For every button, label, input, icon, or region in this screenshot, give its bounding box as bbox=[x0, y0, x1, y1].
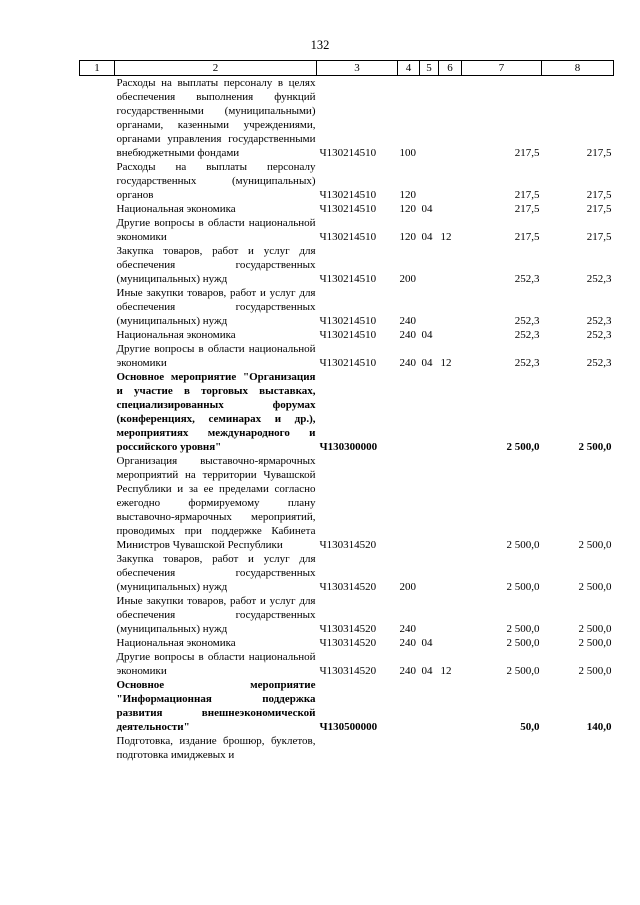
cell-code bbox=[317, 734, 398, 762]
header-col-5: 5 bbox=[420, 61, 439, 76]
cell-code: Ч130214510 bbox=[319, 315, 377, 327]
header-col-4: 4 bbox=[398, 61, 420, 76]
cell-amount-8: 2 500,0 bbox=[578, 623, 612, 635]
cell-code: Ч130214510 bbox=[319, 273, 377, 285]
header-col-3: 3 bbox=[317, 61, 398, 76]
cell-col-1 bbox=[80, 454, 115, 552]
cell-col-1 bbox=[80, 286, 115, 328]
table-row bbox=[80, 734, 614, 762]
cell-col-5: 04 bbox=[421, 665, 433, 677]
table-row bbox=[80, 454, 614, 552]
cell-col-1 bbox=[80, 328, 115, 342]
cell-col-5 bbox=[420, 678, 439, 734]
cell-col-1 bbox=[80, 552, 115, 594]
cell-amount-8 bbox=[542, 734, 614, 762]
table-row bbox=[80, 160, 614, 202]
table-row bbox=[80, 76, 614, 161]
cell-col-5: 04 bbox=[421, 637, 433, 649]
cell-col-5 bbox=[420, 734, 439, 762]
cell-col-1 bbox=[80, 594, 115, 636]
cell-col-1 bbox=[80, 244, 115, 286]
cell-amount-7: 217,5 bbox=[514, 189, 540, 201]
table-row bbox=[80, 594, 614, 636]
header-col-6: 6 bbox=[439, 61, 462, 76]
cell-col-5: 04 bbox=[421, 203, 433, 215]
cell-amount-7: 2 500,0 bbox=[506, 441, 540, 453]
cell-col-4: 200 bbox=[399, 273, 416, 285]
cell-col-4: 100 bbox=[399, 147, 416, 159]
table-row bbox=[80, 650, 614, 678]
cell-code: Ч130314520 bbox=[319, 539, 377, 551]
cell-amount-8: 140,0 bbox=[586, 721, 612, 733]
cell-col-6 bbox=[439, 328, 462, 342]
table-row bbox=[80, 342, 614, 370]
table-row bbox=[80, 678, 614, 734]
cell-col-1 bbox=[80, 734, 115, 762]
cell-col-6 bbox=[439, 552, 462, 594]
cell-col-4: 120 bbox=[399, 189, 416, 201]
header-col-8: 8 bbox=[542, 61, 614, 76]
cell-col-5 bbox=[420, 594, 439, 636]
cell-col-5 bbox=[420, 244, 439, 286]
table-row bbox=[80, 216, 614, 244]
page-number: 132 bbox=[310, 38, 330, 52]
cell-amount-7: 2 500,0 bbox=[506, 623, 540, 635]
cell-amount-7: 217,5 bbox=[514, 231, 540, 243]
header-col-2: 2 bbox=[115, 61, 317, 76]
table-body bbox=[80, 76, 614, 763]
table-row bbox=[80, 370, 614, 454]
cell-col-6 bbox=[439, 678, 462, 734]
cell-col-1 bbox=[80, 636, 115, 650]
cell-name: Другие вопросы в области национальной экономики bbox=[116, 217, 316, 243]
cell-col-4 bbox=[398, 454, 420, 552]
cell-amount-7 bbox=[462, 734, 542, 762]
cell-col-6 bbox=[439, 202, 462, 216]
cell-amount-8: 252,3 bbox=[586, 329, 612, 341]
cell-col-1 bbox=[80, 160, 115, 202]
cell-col-6 bbox=[439, 636, 462, 650]
cell-name: Подготовка, издание брошюр, буклетов, подготовка имиджевых и bbox=[116, 735, 316, 761]
cell-amount-8: 2 500,0 bbox=[578, 441, 612, 453]
cell-col-4: 240 bbox=[399, 637, 416, 649]
cell-col-6 bbox=[439, 286, 462, 328]
cell-amount-8: 217,5 bbox=[586, 203, 612, 215]
cell-col-5 bbox=[420, 76, 439, 161]
table-row bbox=[80, 636, 614, 650]
cell-col-4 bbox=[398, 678, 420, 734]
cell-amount-8: 2 500,0 bbox=[578, 539, 612, 551]
cell-code: Ч130314520 bbox=[319, 623, 377, 635]
cell-amount-7: 2 500,0 bbox=[506, 581, 540, 593]
cell-name: Закупка товаров, работ и услуг для обеспечения государственных (муниципальных) нужд bbox=[116, 553, 316, 593]
budget-table bbox=[79, 60, 614, 762]
cell-code: Ч130300000 bbox=[319, 441, 378, 453]
cell-name: Расходы на выплаты персоналу государственных (муниципальных) органов bbox=[116, 161, 316, 201]
cell-col-4: 240 bbox=[399, 315, 416, 327]
cell-col-1 bbox=[80, 342, 115, 370]
cell-col-6 bbox=[439, 76, 462, 161]
table-row bbox=[80, 202, 614, 216]
cell-col-6: 12 bbox=[440, 357, 452, 369]
cell-col-1 bbox=[80, 202, 115, 216]
cell-amount-7: 2 500,0 bbox=[506, 637, 540, 649]
cell-col-4: 120 bbox=[399, 231, 416, 243]
cell-amount-7: 217,5 bbox=[514, 203, 540, 215]
table-row bbox=[80, 244, 614, 286]
cell-amount-7: 252,3 bbox=[514, 315, 540, 327]
cell-code: Ч130314520 bbox=[319, 637, 377, 649]
cell-col-4: 240 bbox=[399, 623, 416, 635]
cell-amount-8: 252,3 bbox=[586, 273, 612, 285]
cell-name: Иные закупки товаров, работ и услуг для обеспечения государственных (муниципальных) нужд bbox=[116, 595, 316, 635]
cell-col-1 bbox=[80, 678, 115, 734]
cell-col-5 bbox=[420, 370, 439, 454]
table-row bbox=[80, 328, 614, 342]
cell-name: Иные закупки товаров, работ и услуг для обеспечения государственных (муниципальных) нужд bbox=[116, 287, 316, 327]
cell-col-6 bbox=[439, 244, 462, 286]
cell-name: Национальная экономика bbox=[116, 203, 236, 215]
cell-amount-7: 252,3 bbox=[514, 273, 540, 285]
cell-col-5 bbox=[420, 552, 439, 594]
cell-amount-8: 252,3 bbox=[586, 315, 612, 327]
cell-code: Ч130214510 bbox=[319, 329, 377, 341]
cell-col-6 bbox=[439, 454, 462, 552]
cell-col-4 bbox=[398, 734, 420, 762]
cell-code: Ч130314520 bbox=[319, 665, 377, 677]
cell-col-6 bbox=[439, 734, 462, 762]
cell-name: Организация выставочно-ярмарочных мероприятий на территории Чувашской Республики и за ее пределами согласно ежегодно формируемому плану выставочно-ярмарочных мероприятий, проводимых при поддержке Кабинета Министров Чувашской Республики bbox=[116, 455, 316, 551]
cell-amount-7: 50,0 bbox=[520, 721, 540, 733]
cell-name: Другие вопросы в области национальной экономики bbox=[116, 651, 316, 677]
cell-amount-8: 2 500,0 bbox=[578, 665, 612, 677]
cell-amount-8: 2 500,0 bbox=[578, 581, 612, 593]
cell-col-6: 12 bbox=[440, 665, 452, 677]
cell-name: Национальная экономика bbox=[116, 329, 236, 341]
table-header bbox=[80, 61, 614, 76]
cell-col-6 bbox=[439, 370, 462, 454]
cell-code: Ч130500000 bbox=[319, 721, 378, 733]
cell-col-6 bbox=[439, 594, 462, 636]
cell-name: Основное мероприятие "Информационная поддержка развития внешнеэкономической деятельности" bbox=[116, 679, 316, 733]
cell-amount-7: 2 500,0 bbox=[506, 539, 540, 551]
cell-col-4 bbox=[398, 370, 420, 454]
cell-col-5 bbox=[420, 160, 439, 202]
cell-col-4: 200 bbox=[399, 581, 416, 593]
cell-amount-8: 2 500,0 bbox=[578, 637, 612, 649]
cell-col-6 bbox=[439, 160, 462, 202]
cell-code: Ч130214510 bbox=[319, 357, 377, 369]
cell-name: Закупка товаров, работ и услуг для обеспечения государственных (муниципальных) нужд bbox=[116, 245, 316, 285]
cell-name: Национальная экономика bbox=[116, 637, 236, 649]
header-col-1: 1 bbox=[80, 61, 115, 76]
cell-code: Ч130214510 bbox=[319, 189, 377, 201]
cell-col-5 bbox=[420, 454, 439, 552]
table-row bbox=[80, 552, 614, 594]
cell-col-6: 12 bbox=[440, 231, 452, 243]
cell-col-1 bbox=[80, 216, 115, 244]
cell-col-4: 240 bbox=[399, 357, 416, 369]
cell-amount-7: 252,3 bbox=[514, 357, 540, 369]
cell-name: Основное мероприятие "Организация и участие в торговых выставках, специализированных форумах (конференциях, семинарах и др.), мероприятиях международного и российского уровня" bbox=[116, 371, 316, 453]
cell-amount-8: 217,5 bbox=[586, 189, 612, 201]
cell-col-4: 240 bbox=[399, 665, 416, 677]
cell-col-1 bbox=[80, 370, 115, 454]
cell-amount-8: 217,5 bbox=[586, 147, 612, 159]
cell-col-1 bbox=[80, 650, 115, 678]
cell-amount-7: 2 500,0 bbox=[506, 665, 540, 677]
cell-name: Расходы на выплаты персоналу в целях обеспечения выполнения функций государственными (муниципальными) органами, казенными учреждениями, органами управления государственными внебюджетными фондами bbox=[116, 77, 316, 159]
cell-code: Ч130214510 bbox=[319, 231, 377, 243]
header-col-7: 7 bbox=[462, 61, 542, 76]
cell-col-5: 04 bbox=[421, 231, 433, 243]
cell-name: Другие вопросы в области национальной экономики bbox=[116, 343, 316, 369]
cell-amount-8: 217,5 bbox=[586, 231, 612, 243]
cell-col-4: 240 bbox=[399, 329, 416, 341]
cell-code: Ч130214510 bbox=[319, 203, 377, 215]
cell-col-5 bbox=[420, 286, 439, 328]
cell-amount-7: 217,5 bbox=[514, 147, 540, 159]
cell-code: Ч130214510 bbox=[319, 147, 377, 159]
cell-amount-7: 252,3 bbox=[514, 329, 540, 341]
cell-col-5: 04 bbox=[421, 329, 433, 341]
cell-col-5: 04 bbox=[421, 357, 433, 369]
cell-amount-8: 252,3 bbox=[586, 357, 612, 369]
cell-code: Ч130314520 bbox=[319, 581, 377, 593]
table-row bbox=[80, 286, 614, 328]
cell-col-4: 120 bbox=[399, 203, 416, 215]
cell-col-1 bbox=[80, 76, 115, 161]
